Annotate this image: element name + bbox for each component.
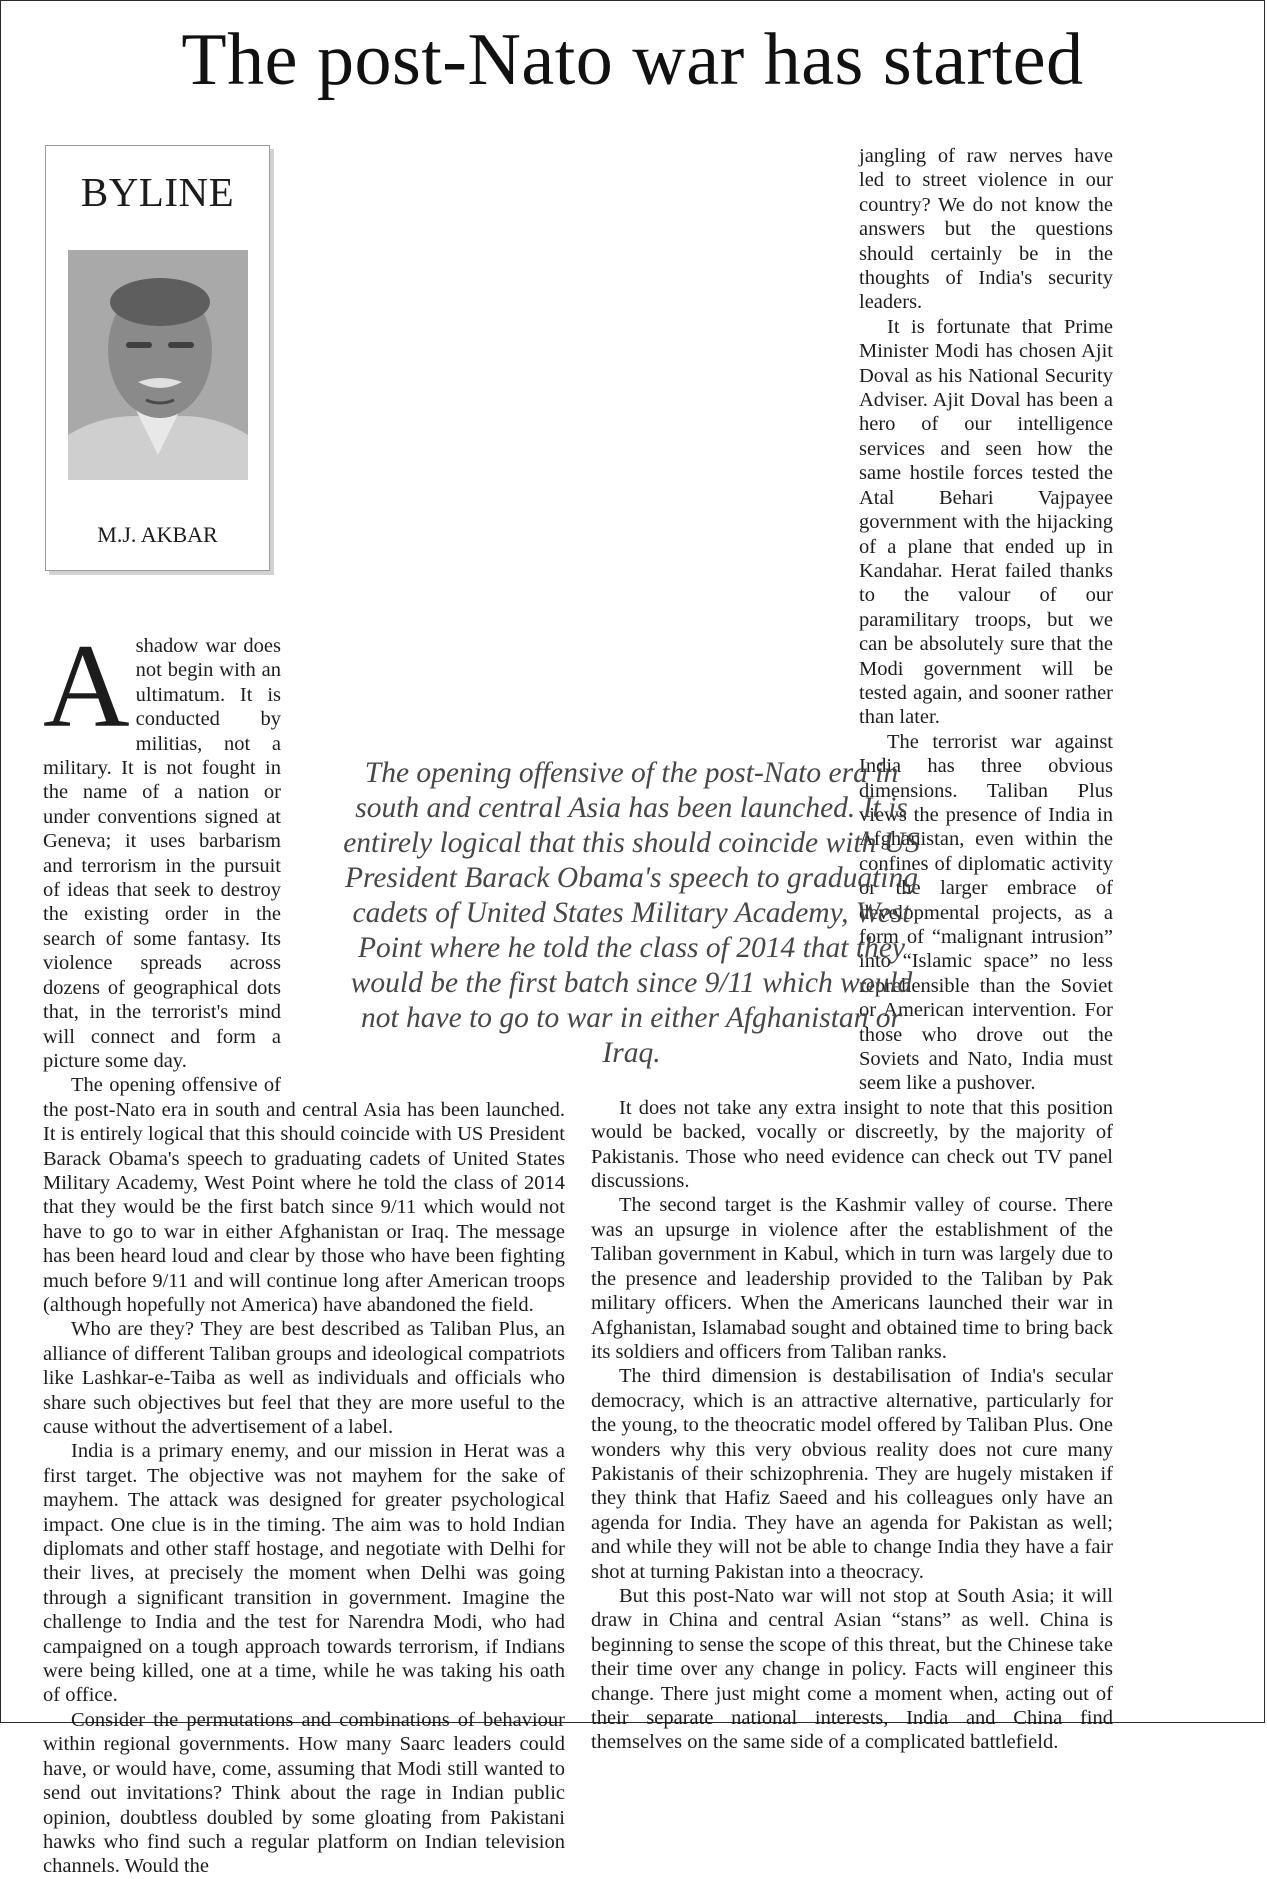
article-paragraph: It is fortunate that Prime Minister Modi has chosen Ajit Doval as his National Security Adviser. Ajit Doval has been a hero of our intelligence services and seen how the same hostile forces tested the Atal Behari Vajpayee government with the hijacking of a plane that ended up in Kandahar. Herat failed thanks to the valour of our paramilitary troops, but we can be absolutely sure that the Modi government will be tested again, and sooner rather than later. bbox=[859, 315, 1113, 729]
article-paragraph: The second target is the Kashmir valley of course. There was an upsurge in violence after the establishment of the Taliban government in Kabul, which in turn was largely due to the presence and leadership provided to the Taliban by Pak military officers. When the Americans launched their war in Afghanistan, Islamabad sought and obtained time to bring back its soldiers and officers from Taliban ranks. bbox=[591, 1194, 1113, 1363]
author-name: M.J. AKBAR bbox=[97, 522, 218, 547]
article-paragraph: jangling of raw nerves have led to street violence in our country? We do not know the answers but the questions should certainly be in the thoughts of India's security leaders. bbox=[859, 145, 1113, 314]
pullquote: The opening offensive of the post-Nato era in south and central Asia has been launched. It is entirely logical that this should coincide with US President Barack Obama's speech to graduating cadets of United States Military Academy, West Point where he told the class of 2014 that they would be the first batch since 9/11 which would not have to go to war in either Afghanistan or Iraq. bbox=[343, 757, 920, 1069]
article-paragraph: Ashadow war does not begin with an ultimatum. It is conducted by militias, not a military. It is not fought in the name of a nation or under conventions signed at Geneva; it uses barbarism and terrorism in the pursuit of ideas that seek to destroy the existing order in the search of some fantasy. Its violence spreads across dozens of geographical dots that, in the terrorist's mind will connect and form a picture some day. bbox=[43, 619, 281, 1072]
article-paragraph: Who are they? They are best described as Taliban Plus, an alliance of different Taliban groups and ideological compatriots like Lashkar-e-Taiba as well as individuals and officials who share such objectives but feel that they are more useful to the cause without the advertisement of a label. bbox=[43, 1318, 565, 1438]
byline-spacer bbox=[43, 144, 280, 634]
article-paragraph: Consider the permutations and combinations of behaviour within regional governments. How many Saarc leaders could have, or would have, come, assuming that Modi still wanted to send out invitations? Think about the rage in Indian public opinion, doubtless doubled by some gloating from Pakistani hawks who find such a regular platform on Indian television channels. Would the bbox=[43, 1708, 565, 1878]
dropcap: A bbox=[43, 619, 130, 752]
article-paragraph: But this post-Nato war will not stop at South Asia; it will draw in China and central Asian “stans” as well. China is beginning to sense the scope of this threat, but the Chinese take their time over any change in policy. Facts will engineer this change. There just might come a moment when, acting out of their separate national interests, India and China find themselves on the same side of a complicated battlefield. bbox=[591, 1584, 1113, 1754]
article-paragraph: The third dimension is destabilisation of India's secular democracy, which is an attractive alternative, particularly for the young, to the theocratic model offered by Taliban Plus. One wonders why this very obvious reality does not cure many Pakistanis of their schizophrenia. They are hugely mistaken if they think that Hafiz Saeed and his colleagues only have an agenda for India. They have an agenda for Pakistan as well; and while they will not be able to change India they have a fair shot at turning Pakistan into a theocracy. bbox=[591, 1365, 1113, 1583]
article-paragraph: India is a primary enemy, and our mission in Herat was a first target. The objective was not mayhem for the sake of mayhem. The attack was designed for greater psychological impact. One clue is in the timing. The aim was to hold Indian diplomats and other staff hostage, and negotiate with Delhi for their lives, at precisely the moment when Delhi was going through a significant transition in government. Imagine the challenge to India and the test for Narendra Modi, who had campaigned on a tough approach towards terrorism, if Indians were being killed, one at a time, while he was taking his oath of office. bbox=[43, 1440, 565, 1707]
article-paragraph: The terrorist war against India has three obvious dimensions. Taliban Plus views the presence of India in Afghanistan, even within the confines of diplomatic activity or the larger embrace of developmental projects, as a form of “malignant intrusion” into “Islamic space” no less reprehensible than the Soviet or American intervention. For those who drove out the Soviets and Nato, India must seem like a pushover. bbox=[859, 730, 1113, 1095]
article-paragraph: It does not take any extra insight to note that this position would be backed, vocally or discreetly, by the majority of Pakistanis. Those who need evidence can check out TV panel discussions. bbox=[591, 1096, 1113, 1193]
byline-title: BYLINE bbox=[80, 169, 235, 215]
article-paragraph: The opening offensive of the post-Nato era in south and central Asia has been launched. It is entirely logical that this should coincide with US President Barack Obama's speech to graduating cadets of United States Military Academy, West Point where he told the class of 2014 that they would be the first batch since 9/11 which would not have to go to war in either Afghanistan or Iraq. The message has been heard loud and clear by those who have been fighting much before 9/11 and will continue long after American troops (although hopefully not America) have abandoned the field. bbox=[43, 1074, 565, 1316]
headline: The post-Nato war has started bbox=[181, 19, 1084, 101]
